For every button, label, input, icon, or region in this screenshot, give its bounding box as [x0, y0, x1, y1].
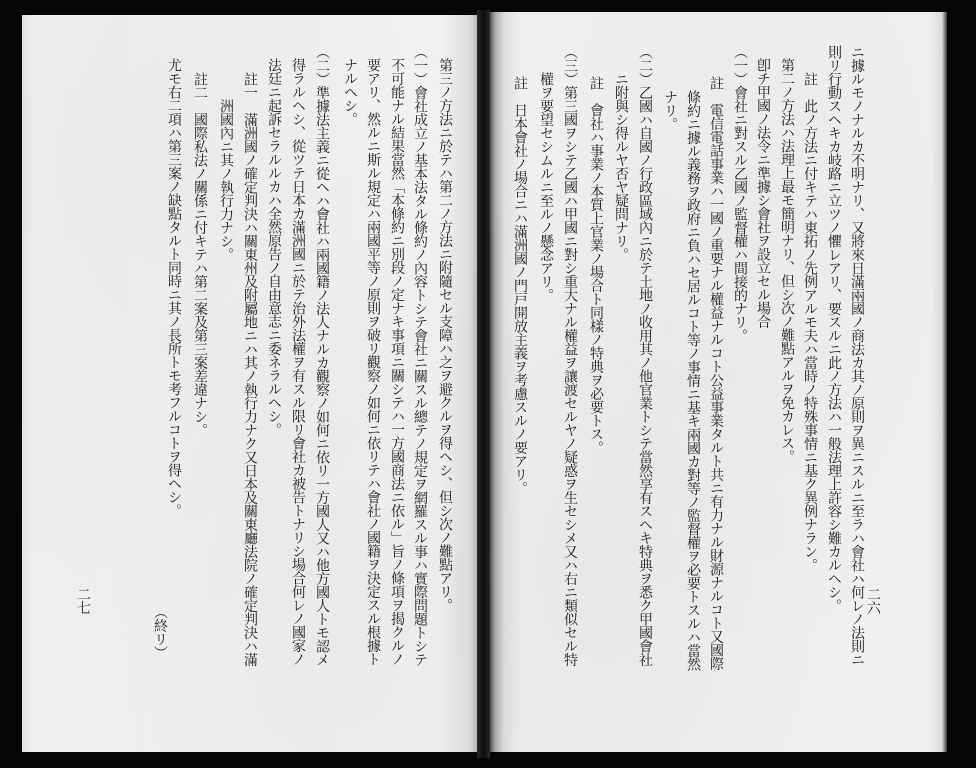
text-column: ニ據ルモノナルカ不明ナリ、又將來日滿兩國ノ商法カ其ノ原則ヲ異ニスルニ至ラハ會社ハ何レノ法則ニ	[849, 45, 865, 666]
text-column: （一）會社成立ノ基本法タル條約ノ內容トシテ會社ニ關スル總テノ規定ヲ網羅スル事ハ實際問題トシテ	[412, 45, 428, 666]
text-column: （二）乙國ハ自國ノ行政區域內ニ於テ土地ノ收用其ノ他官業トシテ當然享有スヘキ特典ヲ悉ク甲國會社	[637, 45, 653, 666]
text-column: 不可能ナル結果當然「本條約ニ別段ノ定ナキ事項ニ關シテハ一方國商法ニ依ル」旨ノ條項ヲ揭クルノ	[389, 58, 405, 666]
text-column: 權ヲ要望セシムルニ至ルノ懸念アリ。	[538, 72, 554, 302]
right-page	[490, 12, 947, 752]
text-column: 第三ノ方法ニ於テハ第二ノ方法ニ附隨セル支障ハ之ヲ避クルヲ得ヘシ、但シ次ノ難點アリ。	[437, 58, 453, 612]
end-mark: （終リ）	[152, 605, 168, 659]
left-page	[22, 15, 477, 752]
note-column: 註 會社ハ事業ノ本質上官業ノ場合ト同樣ノ特典ヲ必要トス。	[588, 76, 604, 454]
note-column: ナリ。	[662, 90, 678, 131]
page-number: 二七	[75, 587, 91, 614]
text-column: （三）第三國ヲシテ乙國ハ甲國ニ對シ重大ナル權益ヲ讓渡セルヤノ疑惑ヲ生セシメ又ハ右ニ類似セル特	[562, 45, 578, 666]
text-column: （二）準據法主義ニ從ヘハ會社ハ兩國籍ノ法人ナルカ觀察ノ如何ニ依リ一方國人又ハ他方國人トモ認メ	[314, 45, 330, 666]
page-number: 二六	[865, 587, 881, 614]
text-column: 卽チ甲國ノ法令ニ準據シ會社ヲ設立セル場合	[755, 58, 771, 328]
text-column: 尤モ右二項ハ第三案ノ缺點タルト同時ニ其ノ長所トモ考フルコトヲ得ヘシ。	[166, 58, 182, 517]
text-column: 得ラルヘシ、從ツテ日本カ滿洲國ニ於テ治外法權ヲ有スル限リ會社カ被告トナリシ場合何レノ國家ノ	[290, 58, 306, 666]
note-column: 註 日本會社ノ場合ニハ滿洲國ノ門戸開放主義ヲ考慮スルノ要アリ。	[512, 76, 528, 495]
note-column: 洲國內ニ其ノ執行力ナシ。	[218, 99, 234, 261]
text-column: ニ附與シ得ルヤ否ヤ疑問ナリ。	[613, 72, 629, 261]
text-column: 法廷ニ起訴セラルルカハ全然原告ノ自由意志ニ委ネラルヘシ。	[266, 58, 282, 436]
note-column: 註一 滿洲國ノ確定判決ハ關東州及附屬地ニハ其ノ執行力ナク又日本及關東廳法院ノ確定判決ハ滿	[242, 72, 258, 666]
note-column: 註 此ノ方法ニ付キテハ東拓ノ先例アルモ夫ハ當時ノ特殊事情ニ基ク異例ナラン。	[802, 72, 818, 572]
text-column: （一）會社ニ對スル乙國ノ監督權ハ間接的ナリ。	[732, 45, 748, 342]
note-column: 條約ニ據ル義務ヲ政府ニ負ハセ居ルコト等ノ事情ニ基キ兩國カ對等ノ監督權ヲ必要トスルハ當然	[685, 90, 701, 671]
text-column: 第二ノ方法ハ法理上最モ簡明ナリ、但シ次ノ難點アルヲ免カレス。	[779, 58, 795, 463]
note-column: 註二 國際私法ノ關係ニ付キテハ第二案及第三案差違ナシ。	[192, 72, 208, 437]
text-column: 要アリ、然ルニ斯ル規定ハ兩國平等ノ原則ヲ破リ觀察ノ如何ニ依リテハ會社ノ國籍ヲ決定スル根據ト	[365, 58, 381, 666]
text-column: 則リ行動スヘキカ岐路ニ立ツノ懼レアリ、要スルニ此ノ方法ハ一般法理上許容シ難カルヘシ。	[826, 45, 842, 612]
book-gutter	[477, 10, 490, 758]
note-column: 註 電信電話事業ハ一國ノ重要ナル權益ナルコト公益事業タルト共ニ有力ナル財源ナルコト又國際	[708, 76, 724, 670]
text-column: ナルヘシ。	[342, 58, 358, 126]
